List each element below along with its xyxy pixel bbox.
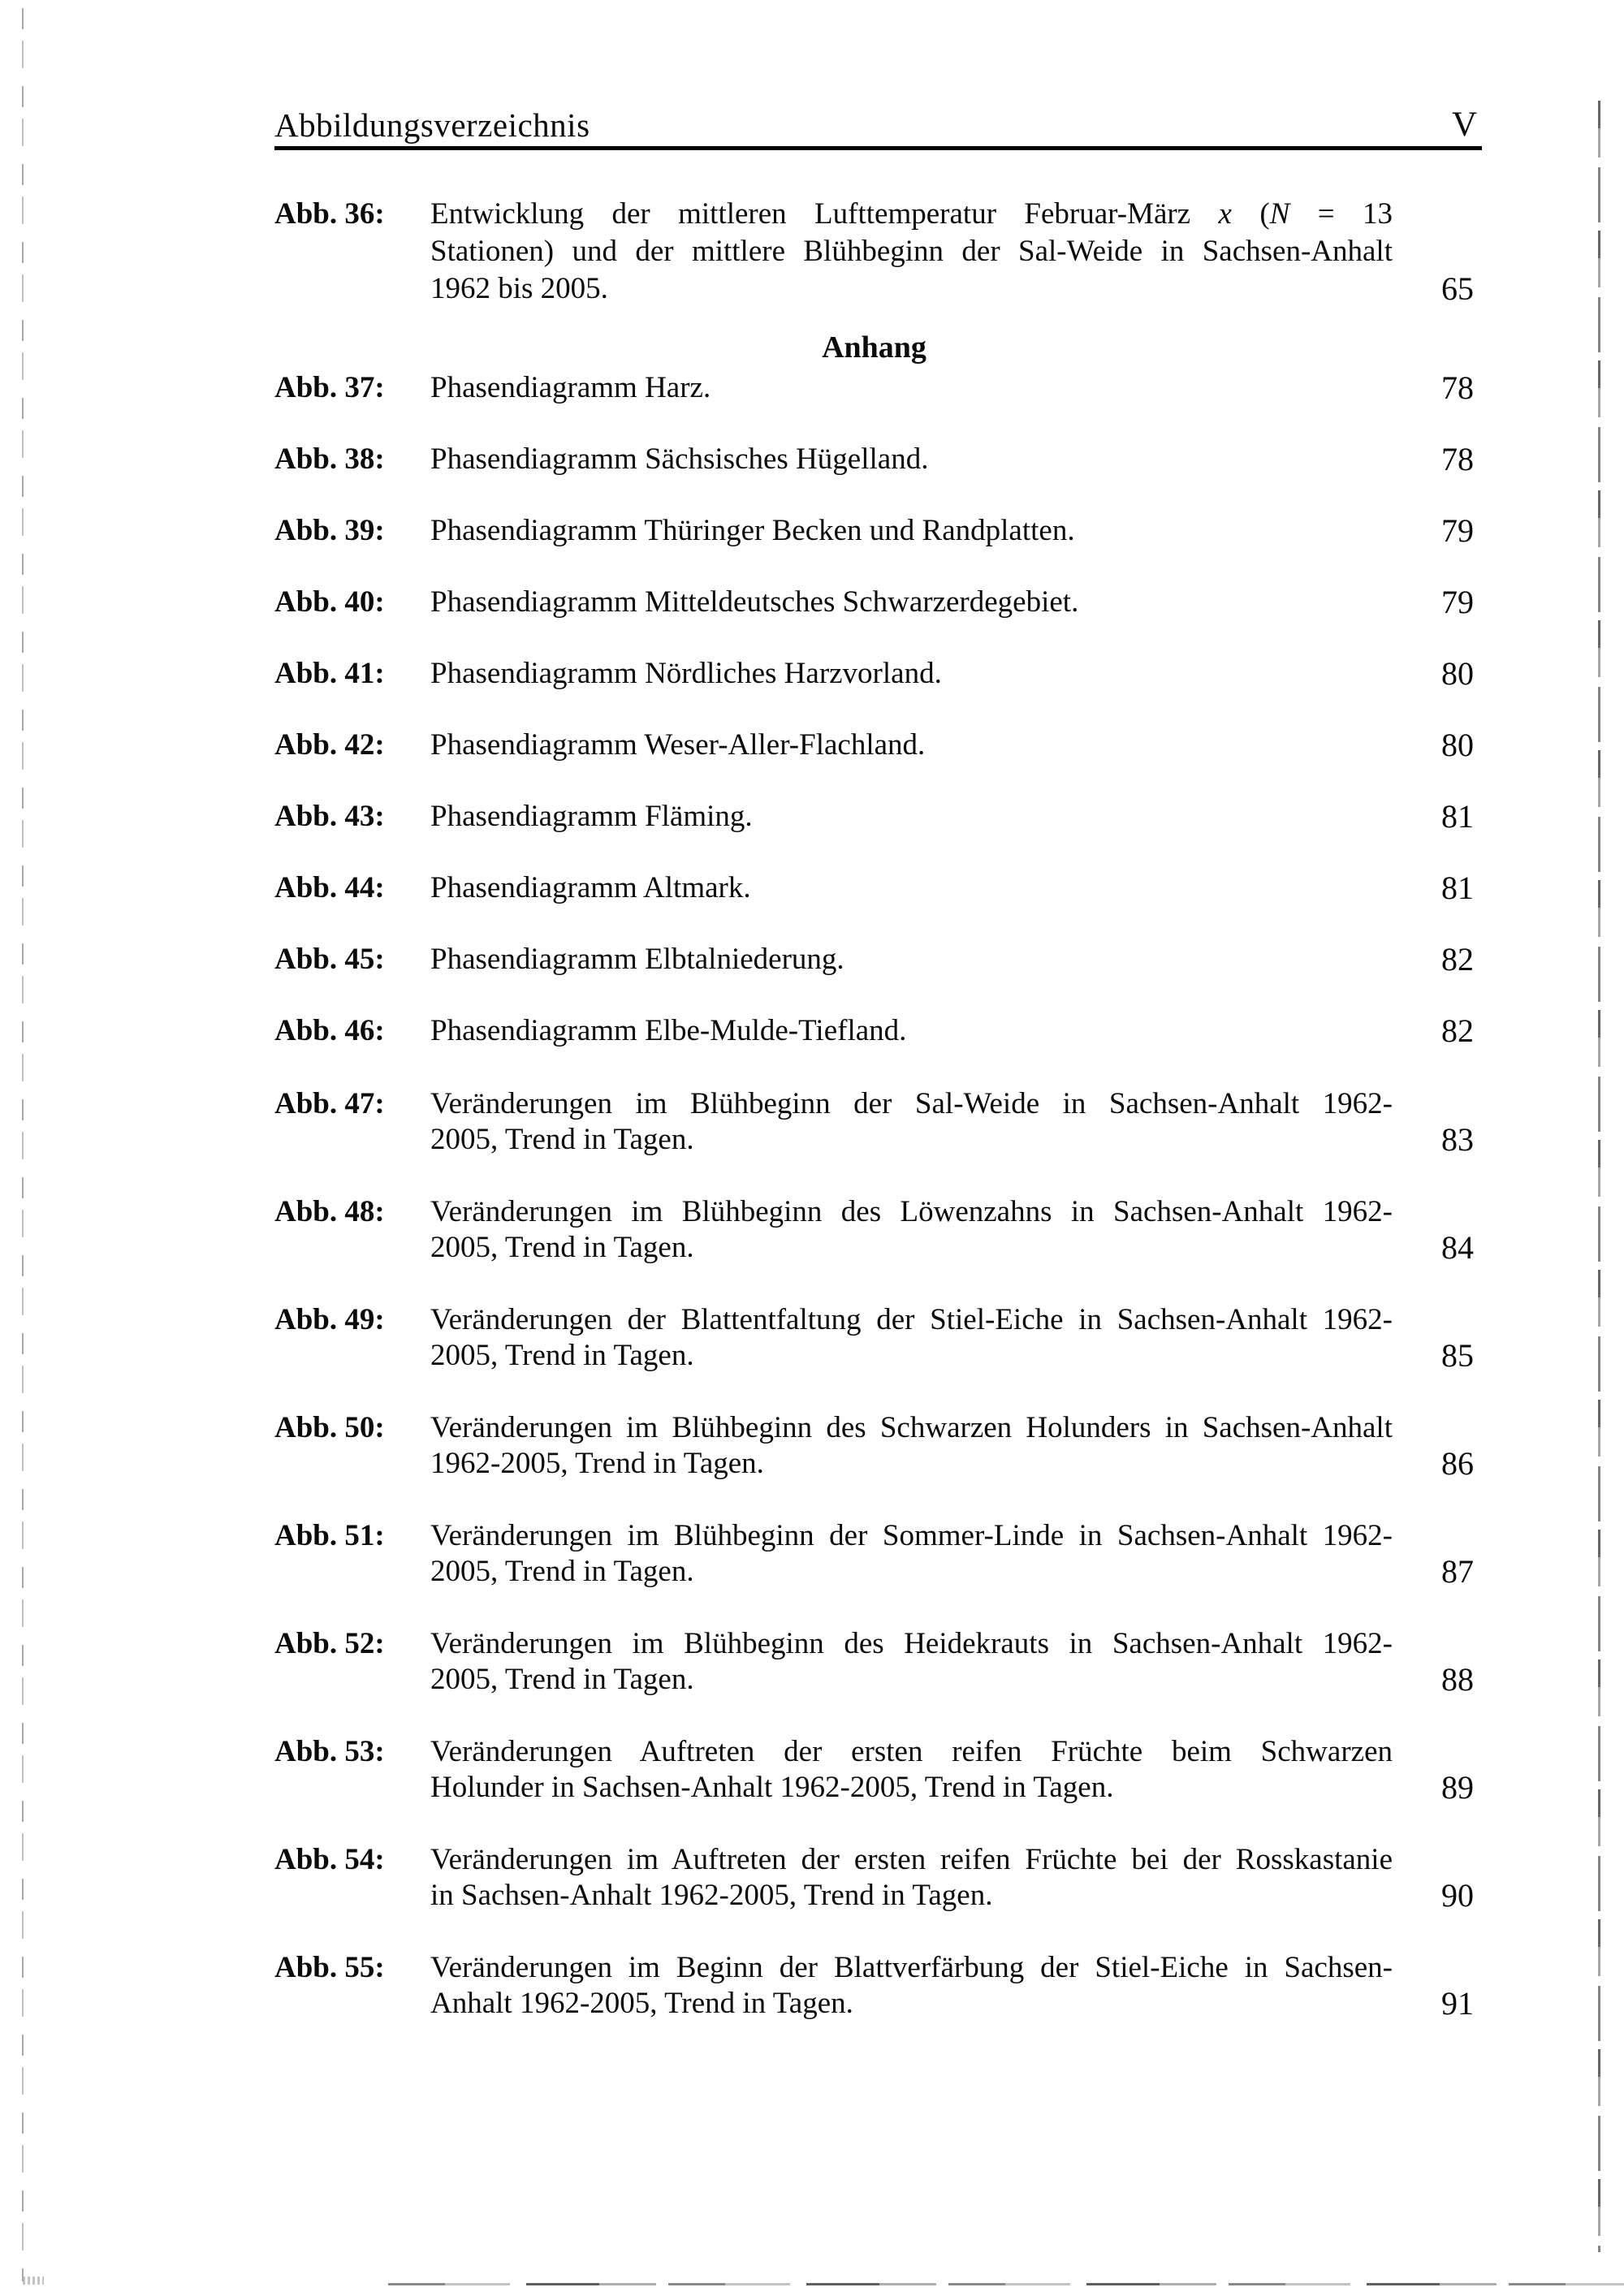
caption-line-2: 1962-2005, Trend in Tagen. [430,1447,764,1480]
page-reference: 90 [1441,1877,1474,1914]
page-title: Abbildungsverzeichnis [274,106,590,144]
figure-entry-54 [274,1842,1474,1914]
anhang-section-heading: Anhang [822,330,926,365]
caption-line-1: Veränderungen im Blühbeginn des Schwarzen Holunders in Sachsen-Anhalt [430,1411,1393,1444]
figure-caption: Phasendiagramm Altmark. [430,871,751,904]
page-reference: 80 [1441,655,1474,692]
figure-entry-48 [274,1194,1474,1266]
page-reference: 88 [1441,1661,1474,1698]
figure-label: Abb. 46: [274,1014,385,1047]
page-reference: 80 [1441,727,1474,763]
running-header [274,106,1482,150]
page-reference: 82 [1441,1012,1474,1049]
page-reference: 82 [1441,941,1474,978]
figure-caption: Phasendiagramm Nördliches Harzvorland. [430,657,942,690]
page-content [274,106,1477,2022]
equals-sign: = [1317,197,1335,231]
figure-entry-36 [274,196,1474,308]
figure-label: Abb. 47: [274,1087,385,1120]
figure-caption: Phasendiagramm Elbtalniederung. [430,943,844,976]
figure-entry-44 [274,870,1474,907]
page-reference: 81 [1441,870,1474,906]
figure-label: Abb. 50: [274,1411,385,1444]
left-scan-edge-line [22,8,24,2281]
figure-caption [430,196,1393,308]
figure-entry-37 [274,369,1474,407]
caption-line-1: Veränderungen Auftreten der ersten reifen Früchte beim Schwarzen [430,1735,1393,1768]
caption-line-2: Stationen) und der mittlere Blühbeginn der Sal-Weide in Sachsen-Anhalt [430,235,1393,268]
page-number: V [1451,106,1477,144]
caption-line-2: 2005, Trend in Tagen. [430,1339,694,1372]
caption-line-1: Veränderungen im Blühbeginn des Löwenzahns in Sachsen-Anhalt 1962- [430,1195,1393,1228]
page-reference: 65 [1441,270,1474,307]
caption-line-1: Veränderungen im Blühbeginn der Sommer-Linde in Sachsen-Anhalt 1962- [430,1519,1393,1552]
caption-text: Entwicklung der mittleren Lufttemperatur Februar-März [430,197,1191,231]
page-reference: 85 [1441,1337,1474,1374]
figure-caption: Phasendiagramm Fläming. [430,800,753,833]
caption-line-2: 2005, Trend in Tagen. [430,1555,694,1588]
figure-label: Abb. 37: [274,371,385,404]
figure-caption: Phasendiagramm Mitteldeutsches Schwarzerdegebiet. [430,585,1079,619]
caption-line-1: Veränderungen der Blattentfaltung der Stiel-Eiche in Sachsen-Anhalt 1962- [430,1303,1393,1336]
caption-line-2: Holunder in Sachsen-Anhalt 1962-2005, Trend in Tagen. [430,1771,1114,1804]
figure-label: Abb. 52: [274,1627,385,1660]
figure-label: Abb. 54: [274,1843,385,1876]
figure-label: Abb. 51: [274,1519,385,1552]
caption-line-1: Veränderungen im Blühbeginn des Heidekrauts in Sachsen-Anhalt 1962- [430,1627,1393,1660]
figure-label: Abb. 36: [274,197,385,231]
page-reference: 87 [1441,1553,1474,1590]
figure-label: Abb. 45: [274,943,385,976]
figure-entry-47 [274,1086,1474,1158]
figure-label: Abb. 44: [274,871,385,904]
page-reference: 78 [1441,369,1474,406]
caption-line-1: Veränderungen im Beginn der Blattverfärbung der Stiel-Eiche in Sachsen- [430,1951,1393,1984]
figure-entry-45 [274,941,1474,978]
figure-entry-43 [274,798,1474,835]
page-reference: 84 [1441,1229,1474,1266]
figure-label: Abb. 55: [274,1951,385,1984]
figure-caption: Phasendiagramm Elbe-Mulde-Tiefland. [430,1014,907,1047]
figure-caption: Phasendiagramm Harz. [430,371,711,404]
page-reference: 78 [1441,441,1474,477]
figure-caption: Phasendiagramm Sächsisches Hügelland. [430,442,929,476]
figure-label: Abb. 53: [274,1735,385,1768]
paren-open: ( [1259,197,1270,231]
bottom-left-smudge [23,2277,44,2285]
figure-entry-52 [274,1626,1474,1698]
page-reference: 79 [1441,584,1474,620]
page-reference: 79 [1441,512,1474,549]
right-scan-edge-line [1598,101,1600,2252]
figure-label: Abb. 42: [274,728,385,762]
caption-line-2: 2005, Trend in Tagen. [430,1123,694,1156]
figure-label: Abb. 43: [274,800,385,833]
figure-entry-50 [274,1410,1474,1482]
station-count: 13 [1363,197,1393,231]
figure-label: Abb. 48: [274,1195,385,1228]
caption-line-1: Veränderungen im Blühbeginn der Sal-Weide in Sachsen-Anhalt 1962- [430,1087,1393,1120]
caption-line-1 [430,196,1393,233]
figure-label: Abb. 49: [274,1303,385,1336]
caption-line-2: 2005, Trend in Tagen. [430,1231,694,1264]
figure-label: Abb. 41: [274,657,385,690]
caption-line-2: Anhalt 1962-2005, Trend in Tagen. [430,1987,853,2020]
figure-label: Abb. 39: [274,514,385,547]
figure-entry-41 [274,655,1474,693]
caption-line-1: Veränderungen im Auftreten der ersten reifen Früchte bei der Rosskastanie [430,1843,1393,1876]
bottom-scan-line [388,2283,1624,2285]
figure-entry-42 [274,727,1474,764]
page-reference: 89 [1441,1769,1474,1806]
figure-entry-49 [274,1302,1474,1374]
page-reference: 91 [1441,1985,1474,2022]
figure-label: Abb. 40: [274,585,385,619]
figure-entry-40 [274,584,1474,621]
figure-caption: Phasendiagramm Weser-Aller-Flachland. [430,728,926,762]
page-reference: 86 [1441,1445,1474,1482]
figure-entry-46 [274,1012,1474,1050]
anhang-entries [274,369,1474,1050]
variable-x: x [1218,197,1232,231]
figure-label: Abb. 38: [274,442,385,476]
page-reference: 83 [1441,1121,1474,1158]
figure-entry-38 [274,441,1474,478]
figure-entry-55 [274,1950,1474,2022]
caption-line-2: in Sachsen-Anhalt 1962-2005, Trend in Tagen. [430,1879,993,1912]
figure-caption: Phasendiagramm Thüringer Becken und Randplatten. [430,514,1075,547]
figure-entry-39 [274,512,1474,550]
variable-n: N [1269,197,1290,231]
figure-entry-51 [274,1518,1474,1590]
caption-line-3: 1962 bis 2005. [430,272,608,305]
caption-line-2: 2005, Trend in Tagen. [430,1663,694,1696]
figure-entry-53 [274,1734,1474,1806]
page-reference: 81 [1441,798,1474,835]
